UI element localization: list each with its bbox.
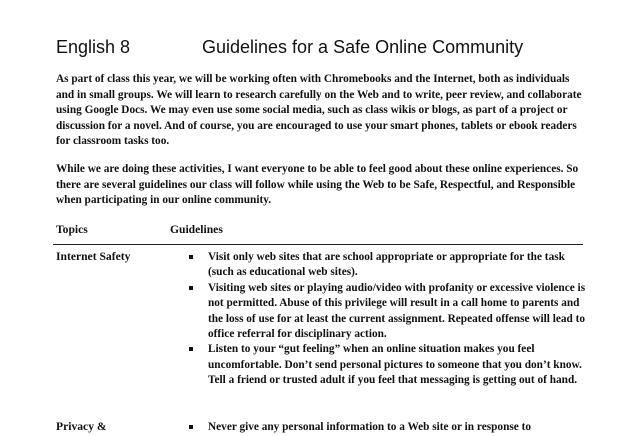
document-title: Guidelines for a Safe Online Community (202, 37, 524, 57)
header-divider (53, 244, 583, 245)
topic-internet-safety: Internet Safety (56, 250, 131, 263)
guideline-item: Visiting web sites or playing audio/video with profanity or excessive violence is not permitted. Abuse of this privilege will result in a call home to parents and the loss of use for at least the current assignment. Repeated offense will lead to office referral for disciplinary action. (188, 281, 588, 343)
guideline-item: Visit only web sites that are school appropriate or appropriate for the task (such as educational web sites). (188, 250, 588, 281)
topic-privacy: Privacy & (56, 420, 107, 433)
intro-paragraph-1: As part of class this year, we will be working often with Chromebooks and the Internet, both as individuals and in small groups. We will learn to research carefully on the Web and to write, peer review, and collaborate using Google Docs. We may even use some social media, such as class wikis or blogs, as part of a project or discussion for a novel. And of course, you are encouraged to use your smart phones, tablets or ebook readers for classroom tasks too. (56, 73, 582, 148)
course-name: English 8 (56, 37, 131, 57)
guidelines-column-header: Guidelines (170, 223, 223, 236)
guideline-item: Listen to your “gut feeling” when an online situation makes you feel uncomfortable. Don’t send personal pictures to someone that you don’t know. Tell a friend or trusted adult if you feel that messaging is getting out of hand. (188, 342, 588, 388)
privacy-guidelines (188, 420, 588, 435)
document-header (56, 37, 620, 61)
topics-column-header: Topics (56, 223, 88, 236)
internet-safety-guidelines (188, 250, 588, 389)
guideline-item: Never give any personal information to a Web site or in response to (188, 420, 588, 435)
intro-paragraph-2: While we are doing these activities, I want everyone to be able to feel good about these online experiences. So there are several guidelines our class will follow while using the Web to be Safe, Respectful, and Responsible when participating in our online community. (56, 163, 579, 207)
